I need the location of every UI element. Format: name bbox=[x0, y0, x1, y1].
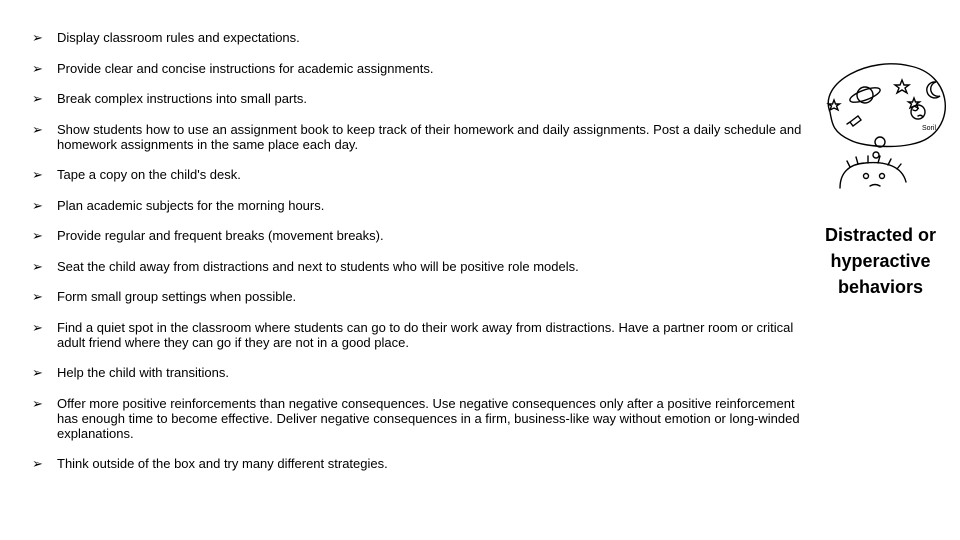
list-item-text: Display classroom rules and expectations. bbox=[57, 30, 300, 45]
page-title: Distracted or hyperactive behaviors bbox=[824, 225, 937, 297]
list-item-text: Think outside of the box and try many different strategies. bbox=[57, 456, 388, 471]
artist-signature: Soril bbox=[922, 125, 937, 132]
list-item bbox=[32, 198, 812, 213]
list-item bbox=[32, 456, 812, 471]
list-item bbox=[32, 61, 812, 76]
list-item-text: Offer more positive reinforcements than negative consequences. Use negative consequences only after a positive reinforcement has enough time to become effective. Deliver negative consequences in a firm, business-like way without emotion or long-winded explanations. bbox=[57, 395, 800, 441]
thought-bubble-dot bbox=[873, 152, 879, 158]
list-item bbox=[32, 30, 812, 45]
list-item-text: Help the child with transitions. bbox=[57, 365, 229, 380]
list-item bbox=[32, 365, 812, 380]
arrow-bullet-icon: ➢ bbox=[32, 289, 43, 304]
thought-bubble bbox=[828, 64, 945, 147]
list-item bbox=[32, 122, 812, 152]
arrow-bullet-icon: ➢ bbox=[32, 30, 43, 45]
star-icon bbox=[829, 100, 840, 110]
rocket-icon bbox=[847, 116, 861, 126]
list-item-text: Find a quiet spot in the classroom where students can go to do their work away from distractions. Have a partner room or critical adult friend where they can go if they are not in a good place. bbox=[57, 319, 794, 350]
arrow-bullet-icon: ➢ bbox=[32, 258, 43, 274]
daydreaming-child-illustration bbox=[810, 60, 955, 195]
star-icon bbox=[895, 80, 909, 93]
list-item-text: Provide regular and frequent breaks (movement breaks). bbox=[57, 228, 384, 243]
thought-bubble-dot bbox=[875, 137, 885, 147]
list-item-text: Provide clear and concise instructions for academic assignments. bbox=[57, 60, 434, 76]
arrow-bullet-icon: ➢ bbox=[32, 365, 43, 380]
list-item-text: Seat the child away from distractions and next to students who will be positive role models. bbox=[57, 258, 579, 274]
arrow-bullet-icon: ➢ bbox=[32, 121, 43, 137]
child-eye bbox=[864, 174, 869, 179]
planet-icon bbox=[848, 85, 881, 105]
arrow-bullet-icon: ➢ bbox=[32, 228, 43, 243]
strategy-list bbox=[32, 30, 812, 487]
arrow-bullet-icon: ➢ bbox=[32, 60, 43, 76]
arrow-bullet-icon: ➢ bbox=[32, 319, 43, 335]
list-item-text: Show students how to use an assignment book to keep track of their homework and daily assignments. Post a daily schedule and homework assignments in the same place each day. bbox=[57, 121, 802, 152]
list-item bbox=[32, 320, 812, 350]
arrow-bullet-icon: ➢ bbox=[32, 167, 43, 182]
list-item bbox=[32, 228, 812, 243]
list-item bbox=[32, 289, 812, 304]
list-item-text: Break complex instructions into small parts. bbox=[57, 91, 307, 106]
list-item-text: Plan academic subjects for the morning hours. bbox=[57, 197, 325, 213]
arrow-bullet-icon: ➢ bbox=[32, 395, 43, 411]
list-item bbox=[32, 91, 812, 106]
arrow-bullet-icon: ➢ bbox=[32, 91, 43, 106]
list-item bbox=[32, 167, 812, 182]
arrow-bullet-icon: ➢ bbox=[32, 456, 43, 471]
list-item-text: Tape a copy on the child's desk. bbox=[57, 167, 241, 182]
list-item bbox=[32, 259, 812, 274]
child-mouth bbox=[870, 185, 880, 187]
arrow-bullet-icon: ➢ bbox=[32, 197, 43, 213]
child-eye bbox=[880, 174, 885, 179]
list-item-text: Form small group settings when possible. bbox=[57, 289, 297, 304]
list-item bbox=[32, 396, 812, 441]
